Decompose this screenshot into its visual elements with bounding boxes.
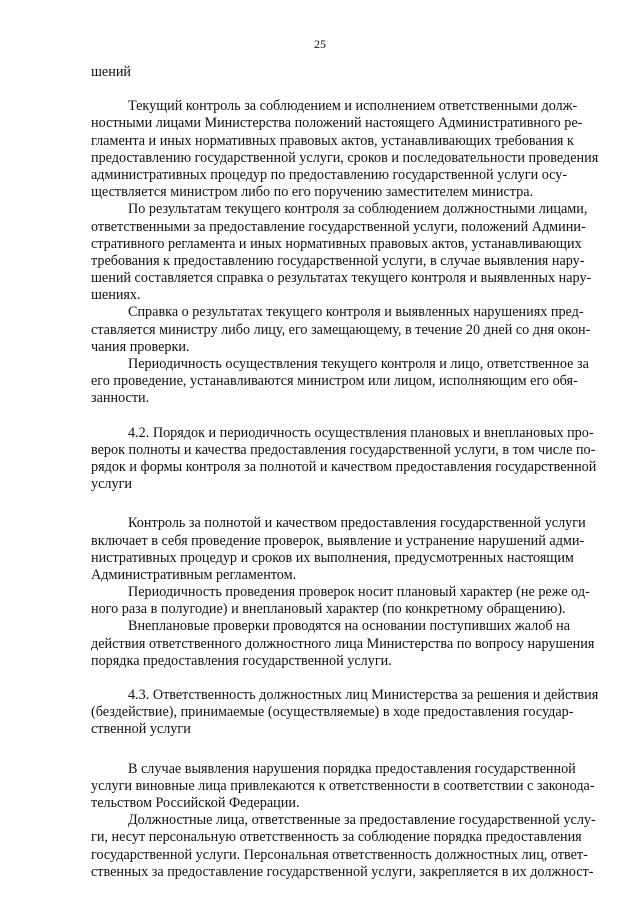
paragraph (91, 356, 589, 408)
text-line: его проведение, устанавливаются министром или лицом, исполняющим его обя- (91, 373, 578, 390)
paragraph (91, 812, 596, 881)
text-line: порядка предоставления государственной услуги. (91, 652, 392, 669)
text-line: ответственными за предоставление государственной услуги, положений Админи- (91, 218, 586, 235)
text-line: гламента и иных нормативных правовых актов, устанавливающих требования к (91, 132, 574, 149)
text-line: шений (91, 64, 131, 80)
text-line: ществляется министром либо по его поручению заместителем министра. (91, 184, 534, 201)
paragraph (91, 201, 592, 304)
text-line: включает в себя проведение проверок, выявление и устранение нарушений адми- (91, 532, 585, 549)
paragraph (91, 687, 599, 739)
text-line: По результатам текущего контроля за соблюдением должностными лицами, (128, 201, 588, 218)
text-line: нистративных процедур и сроков их выполнения, предусмотренных настоящим (91, 549, 574, 566)
paragraph (91, 98, 599, 201)
paragraph-spacer (91, 493, 546, 515)
text-line: 4.2. Порядок и периодичность осуществления плановых и внеплановых про- (128, 424, 594, 441)
text-line: Контроль за полнотой и качеством предоставления государственной услуги (128, 515, 586, 532)
text-line: ги, несут персональную ответственность за соблюдение порядка предоставления (91, 829, 582, 846)
paragraph-spacer (91, 81, 546, 98)
text-line: Должностные лица, ответственные за предоставление государственной услу- (128, 812, 596, 829)
page-number: 25 (314, 37, 326, 51)
text-line: административных процедур по предоставлению государственной услуги осу- (91, 166, 568, 183)
text-line: услуги виновные лица привлекаются к ответственности в соответствии с законода- (91, 777, 595, 794)
text-line: ностными лицами Министерства положений настоящего Административного ре- (91, 115, 583, 132)
text-line: Периодичность проведения проверок носит плановый характер (не реже од- (128, 584, 590, 601)
text-line: действия ответственного должностного лица Министерства по вопросу нарушения (91, 635, 595, 652)
text-line: чания проверки. (91, 338, 190, 355)
text-line: 4.3. Ответственность должностных лиц Министерства за решения и действия (128, 687, 599, 703)
text-line: В случае выявления нарушения порядка предоставления государственной (128, 760, 576, 777)
text-line: рядок и формы контроля за полнотой и качеством предоставления государственной (91, 458, 597, 475)
text-line: стративного регламента и иных нормативных правовых актов, устанавливающих (91, 235, 582, 252)
text-line: верок полноты и качества предоставления государственной услуги, в том числе по- (91, 441, 596, 458)
text-line: занности. (91, 390, 150, 407)
text-line: ного раза в полугодие) и внеплановый характер (по конкретному обращению). (91, 601, 566, 618)
text-line: (бездействие), принимаемые (осуществляемые) в ходе предоставления государ- (91, 704, 574, 721)
text-line: предоставлению государственной услуги, сроков и последовательности проведения (91, 149, 599, 166)
paragraph-continuation (91, 64, 546, 81)
paragraph-spacer (91, 739, 546, 761)
text-line: требования к предоставлению государственной услуги, в случае выявления нару- (91, 252, 585, 269)
text-line: ственной услуги (91, 721, 191, 738)
paragraph-spacer (91, 408, 546, 425)
text-line: тельством Российской Федерации. (91, 794, 300, 811)
paragraph (91, 584, 590, 618)
document-body (91, 64, 599, 881)
text-line: ственных за предоставление государственной услуги, закрепляется в их должност- (91, 863, 594, 880)
paragraph-spacer (91, 670, 546, 687)
text-line: шениях. (91, 287, 141, 304)
paragraph (91, 304, 591, 356)
paragraph (91, 760, 595, 813)
paragraph (91, 618, 595, 670)
text-line: услуги (91, 476, 132, 493)
text-line: Справка о результатах текущего контроля и выявленных нарушениях пред- (128, 304, 584, 321)
text-line: государственной услуги. Персональная ответственность должностных лиц, ответ- (91, 846, 588, 863)
text-line: ставляется министру либо лицу, его замещающему, в течение 20 дней со дня окон- (91, 321, 591, 338)
text-line: Текущий контроль за соблюдением и исполнением ответственными долж- (128, 98, 578, 115)
text-line: шений составляется справка о результатах текущего контроля и выявленных нару- (91, 270, 592, 287)
text-line: Внеплановые проверки проводятся на основании поступивших жалоб на (128, 618, 570, 635)
paragraph (91, 424, 597, 494)
text-line: Административным регламентом. (91, 566, 297, 583)
text-line: Периодичность осуществления текущего контроля и лицо, ответственное за (128, 356, 589, 372)
paragraph (91, 515, 586, 584)
